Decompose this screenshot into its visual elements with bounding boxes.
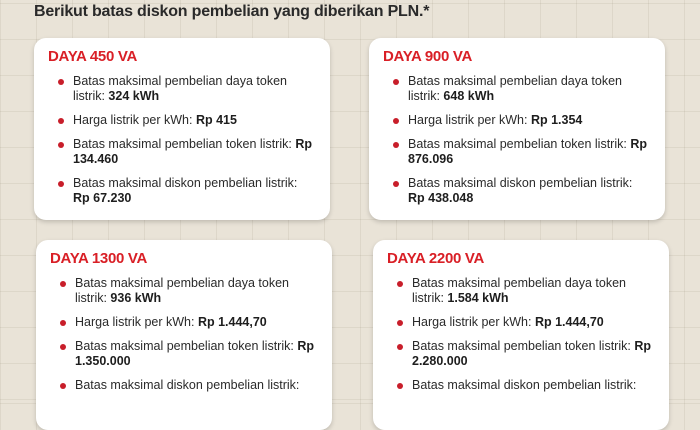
item-label: Harga listrik per kWh: <box>73 113 196 127</box>
item-label: Batas maksimal pembelian daya token listrik: <box>408 74 623 103</box>
item-label: Batas maksimal diskon pembelian listrik: <box>75 378 300 392</box>
item-label: Batas maksimal diskon pembelian listrik: <box>73 176 298 190</box>
item-value: Rp 876.096 <box>408 137 647 166</box>
card-daya-2200 <box>373 240 669 430</box>
list-item <box>387 276 655 306</box>
bullet-icon <box>393 142 399 148</box>
page-heading: Berikut batas diskon pembelian yang diberikan PLN.* <box>34 3 430 20</box>
item-value: Rp 1.350.000 <box>75 339 314 368</box>
item-label: Batas maksimal pembelian daya token listrik: <box>73 74 288 103</box>
list-item <box>50 315 318 330</box>
list-item <box>383 74 651 104</box>
bullet-icon <box>58 181 64 187</box>
bullet-icon <box>60 281 66 287</box>
card-title: DAYA 2200 VA <box>387 250 485 267</box>
item-value: Rp 1.444,70 <box>197 315 267 329</box>
item-value: Rp 2.280.000 <box>412 339 651 368</box>
bullet-icon <box>397 320 403 326</box>
list-item <box>50 276 318 306</box>
list-item <box>383 137 651 167</box>
item-label: Batas maksimal pembelian token listrik: <box>73 137 296 151</box>
bullet-icon <box>393 181 399 187</box>
item-label: Harga listrik per kWh: <box>412 315 535 329</box>
list-item <box>48 176 316 206</box>
item-value: 936 kWh <box>110 291 162 305</box>
list-item <box>48 113 316 128</box>
item-label: Batas maksimal pembelian token listrik: <box>75 339 298 353</box>
list-item <box>48 137 316 167</box>
item-value: Rp 415 <box>195 113 237 127</box>
card-title: DAYA 900 VA <box>383 48 472 65</box>
item-label: Batas maksimal diskon pembelian listrik: <box>408 176 633 190</box>
list-item <box>383 113 651 128</box>
card-daya-900 <box>369 38 665 220</box>
bullet-icon <box>58 118 64 124</box>
list-item <box>48 74 316 104</box>
card-daya-450 <box>34 38 330 220</box>
bullet-icon <box>60 344 66 350</box>
bullet-icon <box>58 142 64 148</box>
item-label: Batas maksimal pembelian daya token listrik: <box>75 276 290 305</box>
item-list <box>50 276 318 393</box>
bullet-icon <box>60 320 66 326</box>
list-item <box>50 378 318 393</box>
item-label: Batas maksimal pembelian token listrik: <box>412 339 635 353</box>
item-label: Batas maksimal diskon pembelian listrik: <box>412 378 637 392</box>
list-item <box>387 315 655 330</box>
card-title: DAYA 450 VA <box>48 48 137 65</box>
item-label: Batas maksimal pembelian token listrik: <box>408 137 631 151</box>
item-value: Rp 134.460 <box>73 137 312 166</box>
item-list <box>387 276 655 393</box>
list-item <box>387 339 655 369</box>
item-label: Harga listrik per kWh: <box>408 113 531 127</box>
item-value: Rp 1.444,70 <box>534 315 604 329</box>
item-label: Harga listrik per kWh: <box>75 315 198 329</box>
list-item <box>387 378 655 393</box>
item-value: Rp 1.354 <box>530 113 583 127</box>
item-value: 648 kWh <box>443 89 495 103</box>
item-value: 324 kWh <box>108 89 160 103</box>
item-label: Batas maksimal pembelian daya token listrik: <box>412 276 627 305</box>
bullet-icon <box>397 281 403 287</box>
item-value: Rp 67.230 <box>73 191 132 205</box>
bullet-icon <box>60 383 66 389</box>
bullet-icon <box>393 118 399 124</box>
bullet-icon <box>393 79 399 85</box>
item-list <box>48 74 316 206</box>
list-item <box>383 176 651 206</box>
bullet-icon <box>58 79 64 85</box>
list-item <box>50 339 318 369</box>
item-list <box>383 74 651 206</box>
bullet-icon <box>397 344 403 350</box>
item-value: 1.584 kWh <box>447 291 509 305</box>
item-value: Rp 438.048 <box>408 191 474 205</box>
card-daya-1300 <box>36 240 332 430</box>
bullet-icon <box>397 383 403 389</box>
card-title: DAYA 1300 VA <box>50 250 148 267</box>
